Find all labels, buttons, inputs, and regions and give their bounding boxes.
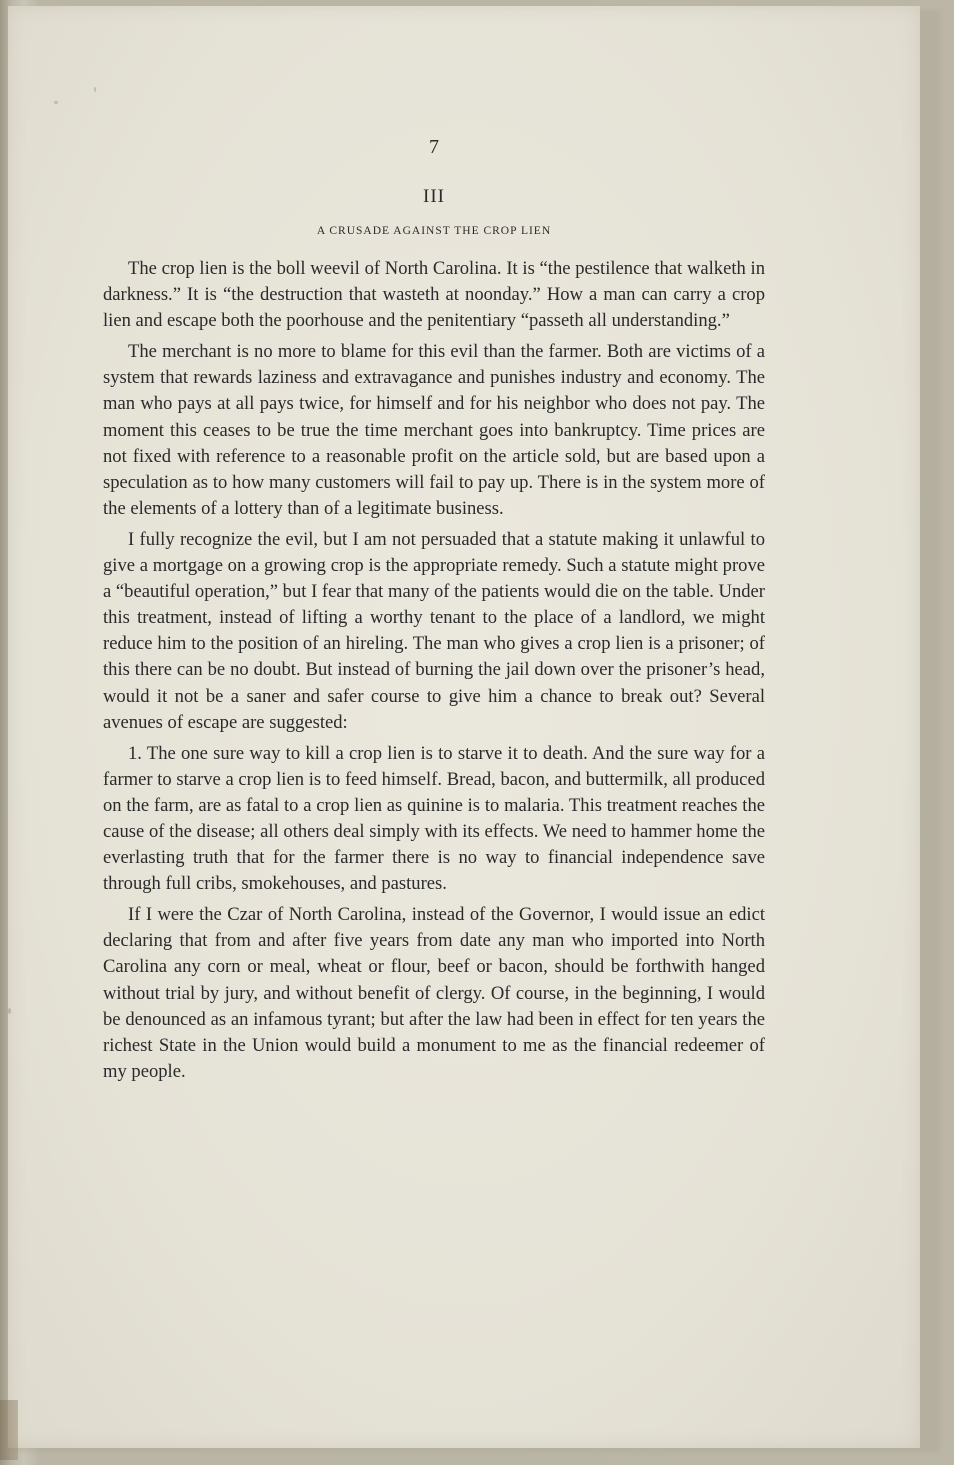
paragraph: If I were the Czar of North Carolina, instead of the Governor, I would issue an edict declaring that from and after five years from date any man who imported into North Carolina any corn or meal, wheat or flour, beef or bacon, should be forthwith hanged without trial by jury, and without benefit of clergy. Of course, in the beginning, I would be denounced as an infamous tyrant; but after the law had been in effect for ten years the richest State in the Union would build a monument to me as the financial redeemer of my people.	[103, 904, 765, 1082]
paragraph: The merchant is no more to blame for this evil than the farmer. Both are victims of a system that rewards laziness and extravagance and punishes industry and economy. The man who pays at all pays twice, for himself and for his neighbor who does not pay. The moment this ceases to be true the time merchant goes into bankruptcy. Time prices are not fixed with reference to a reasonable profit on the article sold, but are based upon a speculation as to how many customers will fail to pay up. There is in the system more of the elements of a lottery than of a legitimate business.	[103, 341, 765, 519]
paragraph: The crop lien is the boll weevil of North Carolina. It is “the pestilence that walketh in darkness.” It is “the destruction that wasteth at noonday.” How a man can carry a crop lien and escape both the poorhouse and the penitentiary “passeth all understanding.”	[103, 258, 765, 332]
body-text	[103, 256, 765, 1090]
ink-speck	[8, 1008, 11, 1014]
paragraph: 1. The one sure way to kill a crop lien is to starve it to death. And the sure way for a farmer to starve a crop lien is to feed himself. Bread, bacon, and buttermilk, all produced on the farm, are as fatal to a crop lien as quinine is to malaria. This treatment reaches the cause of the disease; all others deal simply with its effects. We need to hammer home the everlasting truth that for the farmer there is no way to financial independence save through full cribs, smokehouses, and pastures.	[103, 742, 765, 895]
paragraph: I fully recognize the evil, but I am not persuaded that a statute making it unlawful to give a mortgage on a growing crop is the appropriate remedy. Such a statute might prove a “beautiful operation,” but I fear that many of the patients would die on the table. Under this treatment, instead of lifting a worthy tenant to the place of a landlord, we might reduce him to the position of an hireling. The man who gives a crop lien is a prisoner; of this there can be no doubt. But instead of burning the jail down over the prisoner’s head, would it not be a saner and safer course to give him a chance to break out? Several avenues of escape are suggested:	[103, 528, 765, 733]
page-number: 7	[429, 136, 439, 158]
section-title: A CRUSADE AGAINST THE CROP LIEN	[316, 225, 552, 237]
ink-speck	[94, 87, 96, 92]
ink-speck	[54, 101, 58, 104]
section-numeral: III	[423, 186, 445, 207]
page-stain	[0, 1400, 18, 1460]
